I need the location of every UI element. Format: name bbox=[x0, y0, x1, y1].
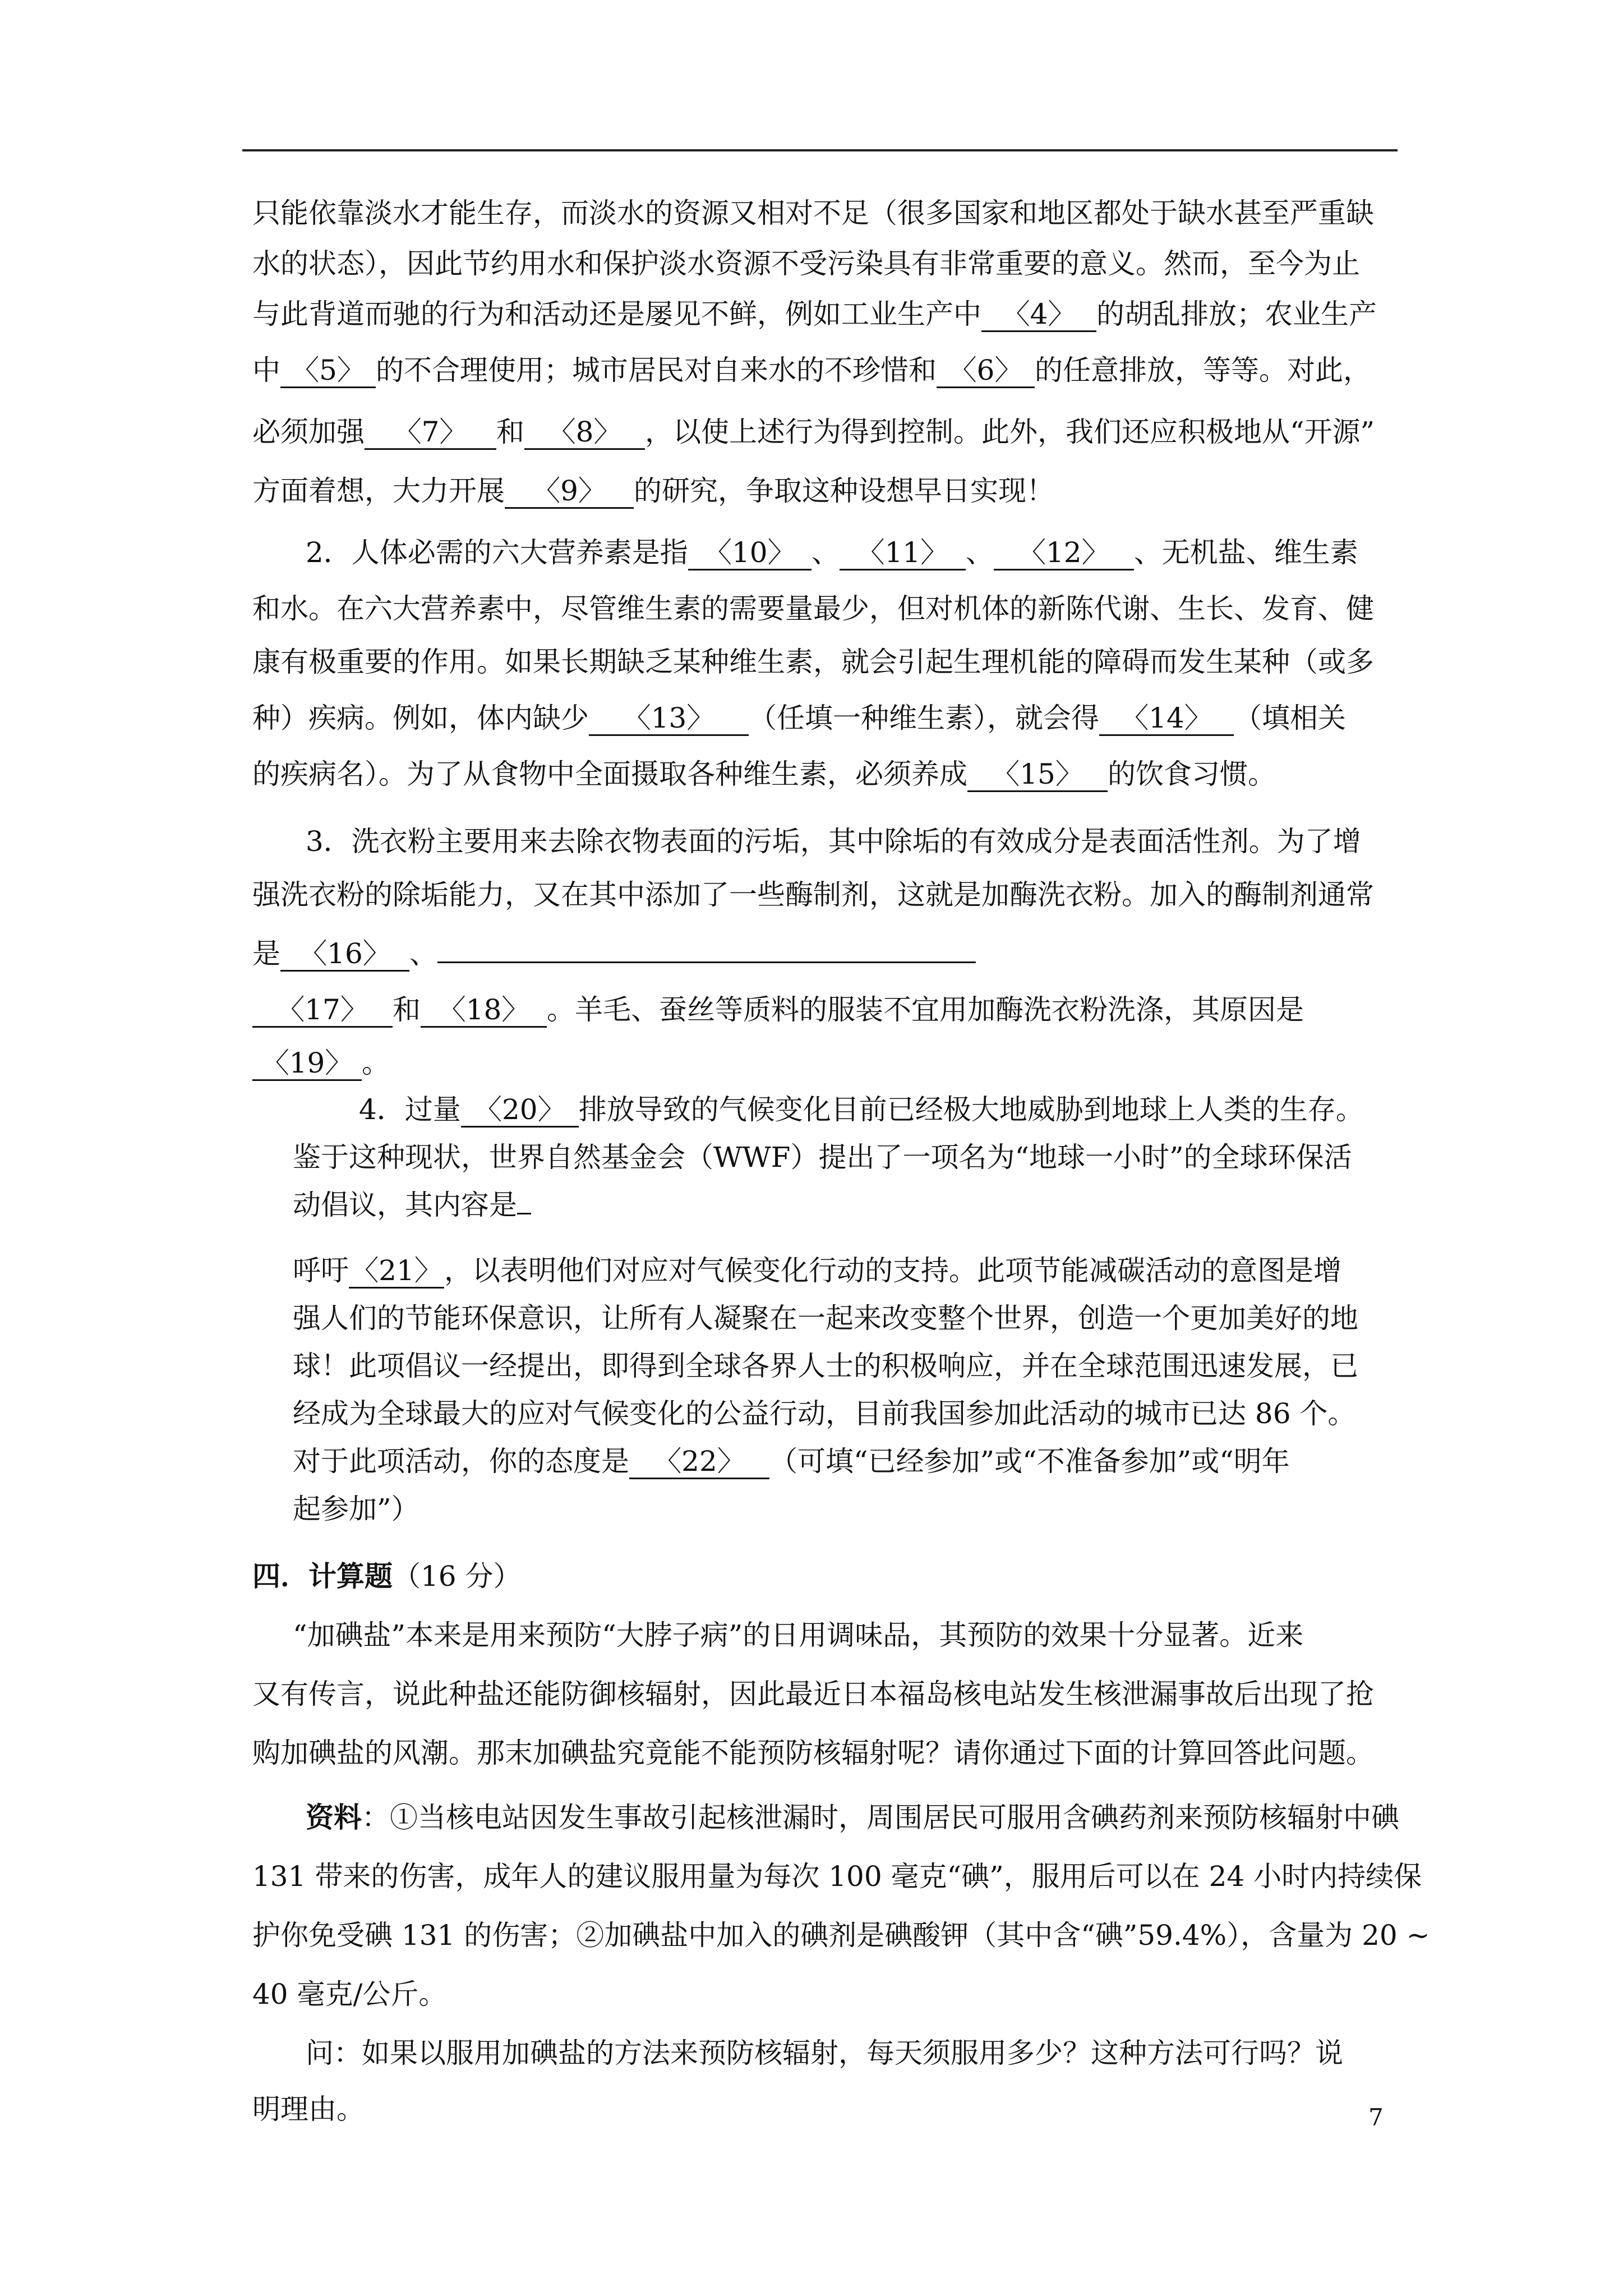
page-number: 7 bbox=[1368, 2104, 1384, 2131]
blank-22[interactable]: 〈22〉 bbox=[629, 1446, 769, 1479]
text-line: 的疾病名）。为了从食物中全面摄取各种维生素，必须养成 〈15〉 的饮食习惯。 bbox=[252, 757, 1276, 792]
blank-14[interactable]: 〈14〉 bbox=[1099, 703, 1234, 736]
blank-15[interactable]: 〈15〉 bbox=[967, 759, 1108, 792]
blank-8[interactable]: 〈8〉 bbox=[524, 417, 645, 450]
blank-12[interactable]: 〈12〉 bbox=[994, 537, 1134, 570]
section-score: （16 分） bbox=[393, 1560, 522, 1593]
text-line: “加碘盐”本来是用来预防“大脖子病”的日用调味品，其预防的效果十分显著。近来 bbox=[293, 1619, 1304, 1651]
text-line: 起参加”） bbox=[293, 1493, 419, 1525]
text-line: 131 带来的伤害，成年人的建议服用量为每次 100 毫克“碘”，服用后可以在 24 小时内持续保 bbox=[252, 1860, 1422, 1893]
text-line: 只能依靠淡水才能生存，而淡水的资源又相对不足（很多国家和地区都处于缺水甚至严重缺 bbox=[252, 197, 1374, 229]
blank-11[interactable]: 〈11〉 bbox=[840, 537, 966, 570]
blank-5[interactable]: 〈5〉 bbox=[280, 355, 376, 388]
blank-17[interactable]: 〈17〉 bbox=[252, 995, 393, 1028]
text-line: 动倡议，其内容是 bbox=[293, 1188, 531, 1222]
question-4: 4．过量 〈20〉 排放导致的气候变化目前已经极大地威胁到地球上人类的生存。 bbox=[359, 1093, 1364, 1128]
text-line: 呼吁〈21〉，以表明他们对应对气候变化行动的支持。此项节能减碳活动的意图是增 bbox=[293, 1254, 1341, 1289]
blank-16[interactable]: 〈16〉 bbox=[280, 938, 409, 972]
question-text: 问：如果以服用加碘盐的方法来预防核辐射，每天须服用多少？这种方法可行吗？说 bbox=[306, 2037, 1343, 2069]
header-rule bbox=[242, 149, 1398, 151]
question-3: 3．洗衣粉主要用来去除衣物表面的污垢，其中除垢的有效成分是表面活性剂。为了增 bbox=[306, 825, 1361, 858]
blank-6[interactable]: 〈6〉 bbox=[937, 355, 1035, 388]
blank-4[interactable]: 〈4〉 bbox=[981, 299, 1096, 332]
text-line: 对于此项活动，你的态度是 〈22〉 （可填“已经参加”或“不准备参加”或“明年 bbox=[293, 1444, 1290, 1479]
text-line: 水的状态），因此节约用水和保护淡水资源不受污染具有非常重要的意义。然而，至今为止 bbox=[252, 247, 1360, 280]
blank-7[interactable]: 〈7〉 bbox=[365, 417, 496, 450]
text-line: 中 〈5〉 的不合理使用；城市居民对自来水的不珍惜和 〈6〉 的任意排放，等等。对此， bbox=[252, 353, 1371, 388]
blank-inline[interactable] bbox=[517, 1212, 531, 1214]
blank-13[interactable]: 〈13〉 bbox=[589, 703, 749, 736]
text-line: 购加碘盐的风潮。那末加碘盐究竟能不能预防核辐射呢？请你通过下面的计算回答此问题。 bbox=[252, 1737, 1374, 1769]
text-line: 方面着想，大力开展 〈9〉 的研究，争取这种设想早日实现！ bbox=[252, 474, 1054, 509]
text-line: 与此背道而驰的行为和活动还是屡见不鲜，例如工业生产中 〈4〉 的胡乱排放；农业生产 bbox=[252, 297, 1377, 332]
blank-20[interactable]: 〈20〉 bbox=[461, 1094, 579, 1128]
text-line: 康有极重要的作用。如果长期缺乏某种维生素，就会引起生理机能的障碍而发生某种（或多 bbox=[252, 646, 1374, 678]
text-line: 球！此项倡议一经提出，即得到全球各界人士的积极响应，并在全球范围迅速发展，已 bbox=[293, 1350, 1358, 1382]
blank-21[interactable]: 〈21〉 bbox=[349, 1255, 444, 1289]
text-line: 40 毫克/公斤。 bbox=[252, 1978, 447, 2010]
text-line: 和水。在六大营养素中，尽管维生素的需要量最少，但对机体的新陈代谢、生长、发育、健 bbox=[252, 592, 1374, 625]
text-line: 又有传言，说此种盐还能防御核辐射，因此最近日本福岛核电站发生核泄漏事故后出现了抢 bbox=[252, 1678, 1374, 1710]
section-heading bbox=[252, 1559, 522, 1593]
text-line: 种）疾病。例如，体内缺少 〈13〉 （任填一种维生素），就会得 〈14〉 （填相关 bbox=[252, 701, 1346, 736]
reference-label: 资料 bbox=[306, 1801, 362, 1834]
text-line: 强人们的节能环保意识，让所有人凝聚在一起来改变整个世界，创造一个更加美好的地 bbox=[293, 1302, 1358, 1335]
blank-9[interactable]: 〈9〉 bbox=[505, 476, 634, 509]
text-line: 〈17〉 和 〈18〉 。羊毛、蚕丝等质料的服装不宜用加酶洗衣粉洗涤，其原因是 bbox=[252, 993, 1304, 1028]
text-line: 鉴于这种现状，世界自然基金会（WWF）提出了一项名为“地球一小时”的全球环保活 bbox=[293, 1141, 1352, 1174]
blank-19[interactable]: 〈19〉 bbox=[252, 1048, 362, 1081]
text-line: 〈19〉 。 bbox=[252, 1046, 390, 1081]
question-2: 2．人体必需的六大营养素是指 〈10〉 、 〈11〉 、 〈12〉 、无机盐、维生素 bbox=[306, 536, 1358, 570]
blank-18[interactable]: 〈18〉 bbox=[421, 995, 547, 1028]
text-line: 必须加强 〈7〉 和 〈8〉 ，以使上述行为得到控制。此外，我们还应积极地从“开源” bbox=[252, 415, 1375, 450]
blank-10[interactable]: 〈10〉 bbox=[688, 537, 811, 570]
reference-material: 资料：①当核电站因发生事故引起核泄漏时，周围居民可服用含碘药剂来预防核辐射中碘 bbox=[306, 1801, 1399, 1834]
blank-answer-line[interactable] bbox=[437, 960, 976, 963]
section-title: 四．计算题 bbox=[252, 1559, 393, 1593]
text-line: 强洗衣粉的除垢能力，又在其中添加了一些酶制剂，这就是加酶洗衣粉。加入的酶制剂通常 bbox=[252, 878, 1374, 911]
text-line: 是 〈16〉 、 bbox=[252, 937, 976, 972]
text-line: 经成为全球最大的应对气候变化的公益行动，目前我国参加此活动的城市已达 86 个。 bbox=[293, 1397, 1356, 1430]
text-line: 明理由。 bbox=[252, 2093, 365, 2125]
text-line: 护你免受碘 131 的伤害；②加碘盐中加入的碘剂是碘酸钾（其中含“碘”59.4%），含量为 20 ~ bbox=[252, 1919, 1430, 1952]
